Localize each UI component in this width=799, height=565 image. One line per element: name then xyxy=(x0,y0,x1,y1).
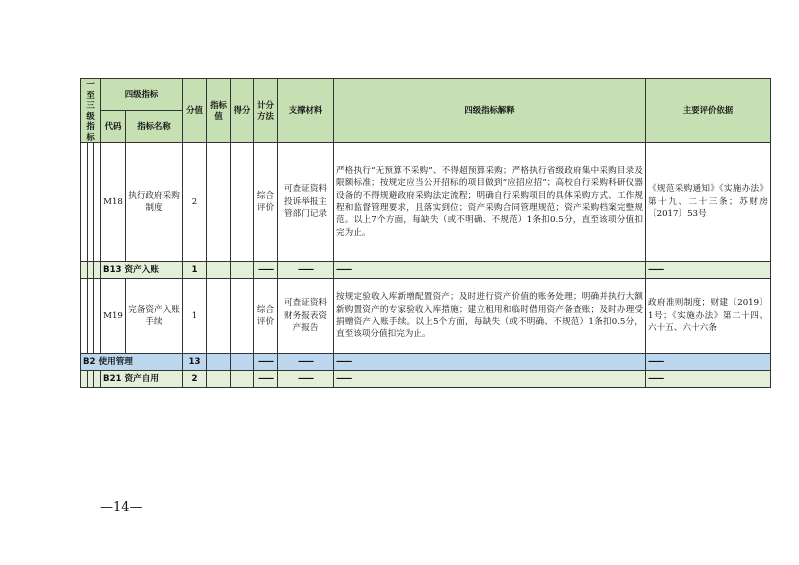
row-support: 可查证资料财务报表资产报告 xyxy=(278,279,334,354)
row-name: 完备资产入账手续 xyxy=(126,279,183,354)
dash-cell: —— xyxy=(278,371,334,388)
row-method: 综合评价 xyxy=(254,143,278,262)
header-row-1 xyxy=(81,79,771,111)
page-number: —14— xyxy=(100,500,143,515)
indicator-table xyxy=(80,78,771,388)
header-indicator-value: 指标值 xyxy=(207,79,231,143)
table-row xyxy=(81,143,771,262)
row-name: 执行政府采购制度 xyxy=(126,143,183,262)
row-code: M19 xyxy=(101,279,126,354)
dash-cell: —— xyxy=(646,354,771,371)
row-basis: 《规范采购通知》《实施办法》第十九、二十三条；苏财房〔2017〕53号 xyxy=(646,143,771,262)
dash-cell: —— xyxy=(254,371,278,388)
section-score: 13 xyxy=(183,354,207,371)
table-row xyxy=(81,279,771,354)
header-method: 计分方法 xyxy=(254,79,278,143)
header-score: 分值 xyxy=(183,79,207,143)
section-row-b2 xyxy=(81,354,771,371)
row-score: 1 xyxy=(183,279,207,354)
dash-cell: —— xyxy=(334,354,646,371)
section-row-b21 xyxy=(81,371,771,388)
row-basis: 政府准则制度；财建〔2019〕1号；《实施办法》第二十四、六十五、六十六条 xyxy=(646,279,771,354)
header-basis: 主要评价依据 xyxy=(646,79,771,143)
section-label: B2 使用管理 xyxy=(81,354,183,371)
dash-cell: —— xyxy=(254,354,278,371)
header-points: 得分 xyxy=(231,79,254,143)
row-score: 2 xyxy=(183,143,207,262)
section-score: 1 xyxy=(183,262,207,279)
header-level13: 一至三级指标 xyxy=(81,79,101,143)
dash-cell: —— xyxy=(278,354,334,371)
row-explain: 按规定验收入库新增配置资产；及时进行资产价值的账务处理；明确并执行大额新购置资产的专家验收入库措施；建立租用和临时借用资产备查账；及时办理受捐赠资产入账手续。以上5个方面，每缺失（或不明确、不规范）1条扣0.5分，直至该项分值扣完为止。 xyxy=(334,279,646,354)
header-explain: 四级指标解释 xyxy=(334,79,646,143)
header-support: 支撑材料 xyxy=(278,79,334,143)
row-method: 综合评价 xyxy=(254,279,278,354)
header-level4: 四级指标 xyxy=(101,79,183,111)
header-code: 代码 xyxy=(101,111,126,143)
dash-cell: —— xyxy=(334,371,646,388)
row-code: M18 xyxy=(101,143,126,262)
section-label: B21 资产自用 xyxy=(101,371,183,388)
dash-cell: —— xyxy=(254,262,278,279)
dash-cell: —— xyxy=(646,262,771,279)
row-support: 可查证资料投诉举报主管部门记录 xyxy=(278,143,334,262)
dash-cell: —— xyxy=(278,262,334,279)
header-name: 指标名称 xyxy=(126,111,183,143)
section-row-b13 xyxy=(81,262,771,279)
section-label: B13 资产入账 xyxy=(101,262,183,279)
row-explain: 严格执行“无预算不采购”、不得超预算采购；严格执行省级政府集中采购目录及限额标准；按规定应当公开招标的项目做到“应招应招”；高校自行采购科研仪器设备的不得规避政府采购法定流程；明确自行采购项目的具体采购方式、工作规程和监督管理要求，且落实到位；资产采购合同管理规范；资产采购档案完整规范。以上7个方面，每缺失（或不明确、不规范）1条扣0.5分，直至该项分值扣完为止。 xyxy=(334,143,646,262)
dash-cell: —— xyxy=(334,262,646,279)
section-score: 2 xyxy=(183,371,207,388)
dash-cell: —— xyxy=(646,371,771,388)
